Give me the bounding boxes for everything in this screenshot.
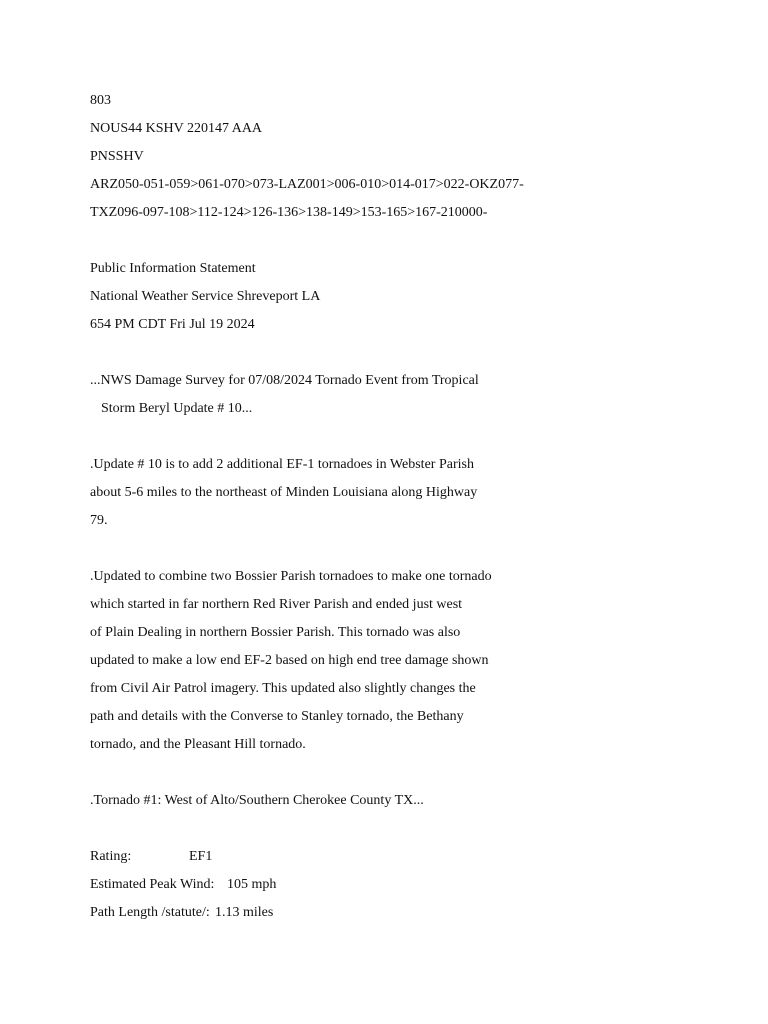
combine-paragraph-line: tornado, and the Pleasant Hill tornado. [90, 737, 306, 752]
statement-title: Public Information Statement [90, 261, 256, 276]
combine-paragraph-line: .Updated to combine two Bossier Parish tornadoes to make one tornado [90, 569, 492, 584]
spacer [90, 227, 730, 255]
product-number: 803 [90, 93, 111, 108]
combine-paragraph-line: of Plain Dealing in northern Bossier Parish. This tornado was also [90, 625, 461, 640]
rating-value: EF1 [189, 849, 213, 864]
path-length-value: 1.13 miles [215, 905, 274, 920]
spacer [90, 535, 730, 563]
tornado-1-heading: .Tornado #1: West of Alto/Southern Cherokee County TX... [90, 793, 424, 808]
awips-id: PNSSHV [90, 149, 144, 164]
peak-wind-row [90, 871, 730, 899]
rating-label: Rating: [90, 849, 132, 864]
update-paragraph-line: 79. [90, 513, 108, 528]
combine-paragraph-line: from Civil Air Patrol imagery. This updated also slightly changes the [90, 681, 476, 696]
spacer [90, 759, 730, 787]
document-page [90, 87, 730, 927]
update-paragraph-line: about 5-6 miles to the northeast of Minden Louisiana along Highway [90, 485, 478, 500]
issuing-office: National Weather Service Shreveport LA [90, 289, 321, 304]
path-length-label: Path Length /statute/: [90, 905, 210, 920]
zone-codes-line-2: TXZ096-097-108>112-124>126-136>138-149>153-165>167-210000- [90, 205, 488, 220]
spacer [90, 423, 730, 451]
rating-row [90, 843, 730, 871]
update-paragraph-line: .Update # 10 is to add 2 additional EF-1 tornadoes in Webster Parish [90, 457, 474, 472]
headline-line-2: Storm Beryl Update # 10... [101, 401, 253, 416]
path-length-row [90, 899, 730, 927]
wmo-header: NOUS44 KSHV 220147 AAA [90, 121, 263, 136]
combine-paragraph-line: which started in far northern Red River Parish and ended just west [90, 597, 463, 612]
peak-wind-label: Estimated Peak Wind: [90, 877, 215, 892]
combine-paragraph-line: path and details with the Converse to Stanley tornado, the Bethany [90, 709, 464, 724]
zone-codes-line-1: ARZ050-051-059>061-070>073-LAZ001>006-010>014-017>022-OKZ077- [90, 177, 524, 192]
headline-line-1: ...NWS Damage Survey for 07/08/2024 Tornado Event from Tropical [90, 373, 479, 388]
peak-wind-value: 105 mph [227, 877, 277, 892]
spacer [90, 815, 730, 843]
spacer [90, 339, 730, 367]
combine-paragraph-line: updated to make a low end EF-2 based on high end tree damage shown [90, 653, 489, 668]
issue-time: 654 PM CDT Fri Jul 19 2024 [90, 317, 255, 332]
